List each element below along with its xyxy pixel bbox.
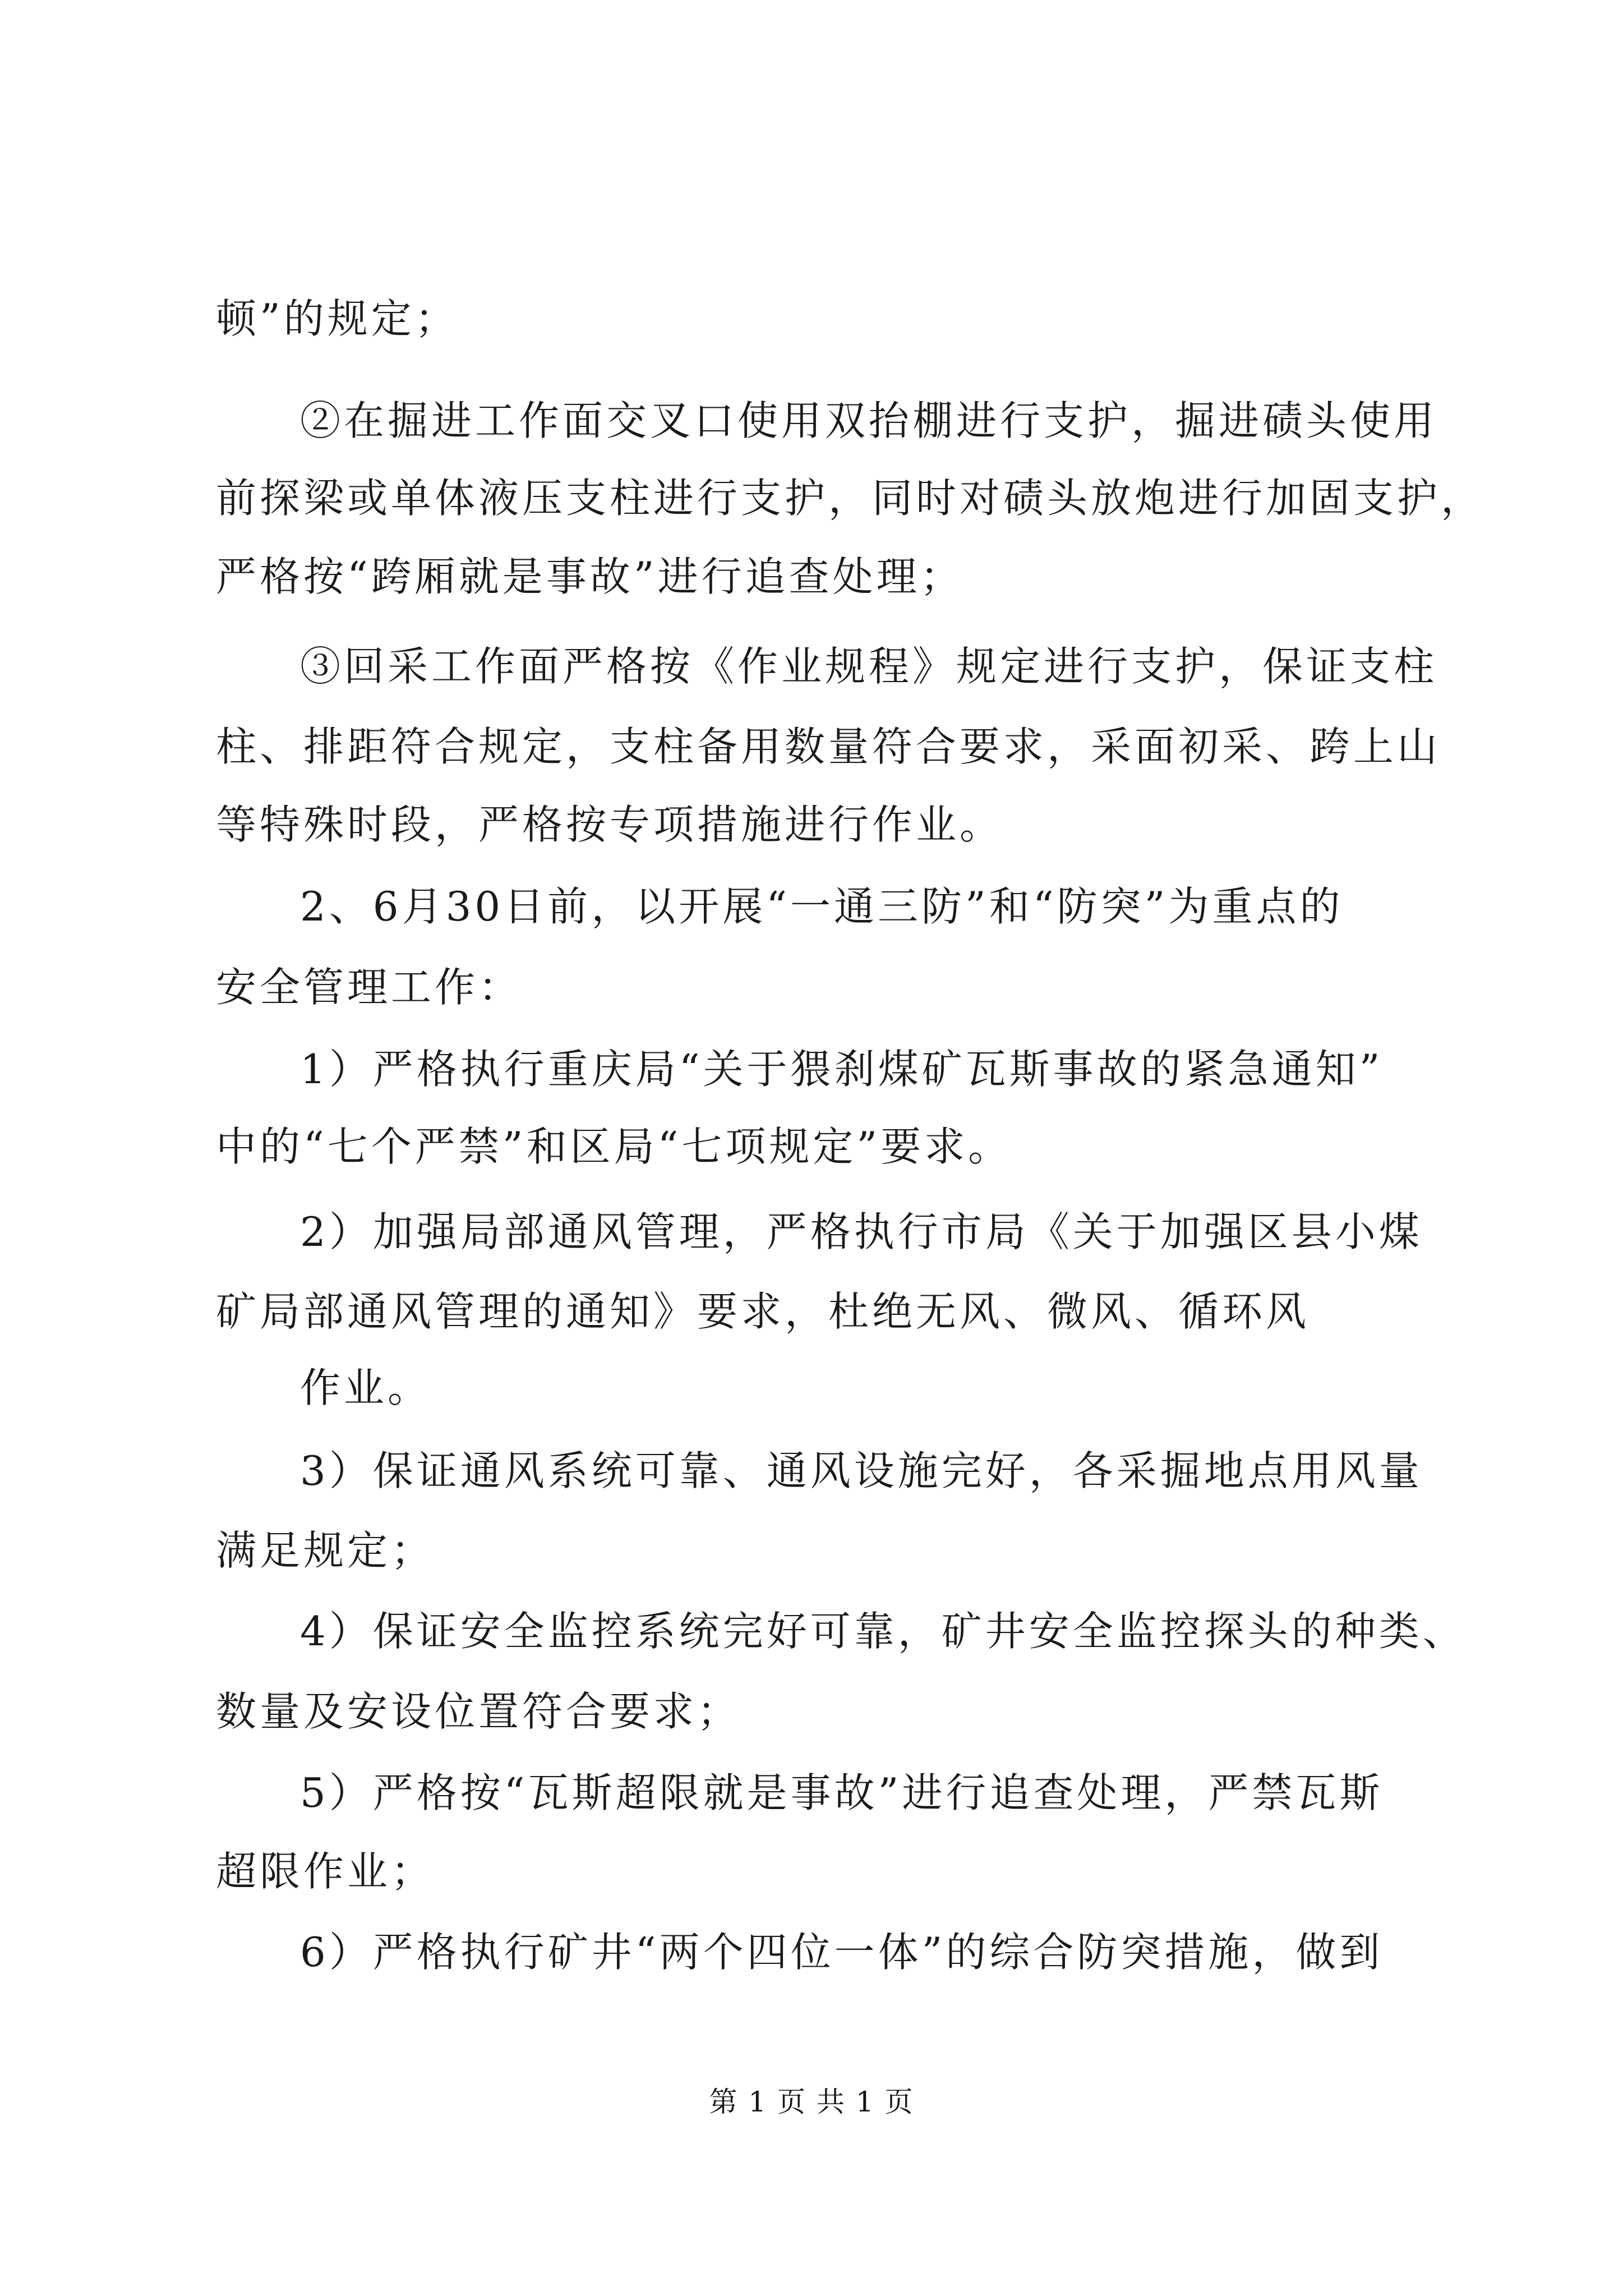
text-line: 2、6月30日前，以开展“一通三防”和“防突”为重点的 xyxy=(300,883,1344,930)
text-line: 严格按“跨厢就是事故”进行追查处理； xyxy=(216,553,964,600)
text-line: 数量及安设位置符合要求； xyxy=(216,1688,741,1735)
text-line: 超限作业； xyxy=(216,1848,435,1895)
text-line: 6）严格执行矿井“两个四位一体”的综合防突措施，做到 xyxy=(300,1929,1384,1976)
text-line: 矿局部通风管理的通知》要求，杜绝无风、微风、循环风 xyxy=(216,1288,1310,1335)
page-footer: 第 1 页 共 1 页 xyxy=(709,2086,914,2118)
text-line: 5）严格按“瓦斯超限就是事故”进行追查处理，严禁瓦斯 xyxy=(300,1769,1384,1816)
text-line: 满足规定； xyxy=(216,1527,435,1574)
text-line: 柱、排距符合规定，支柱备用数量符合要求，采面初采、跨上山 xyxy=(216,723,1441,770)
text-line: 安全管理工作： xyxy=(216,964,523,1011)
text-line: 前探梁或单体液压支柱进行支护，同时对碛头放炮进行加固支护， xyxy=(216,475,1485,522)
text-line: 3）保证通风系统可靠、通风设施完好，各采掘地点用风量 xyxy=(300,1447,1423,1494)
text-line: 作业。 xyxy=(300,1364,432,1411)
text-line: ③回采工作面严格按《作业规程》规定进行支护，保证支柱 xyxy=(300,643,1438,690)
text-line: 中的“七个严禁”和区局“七项规定”要求。 xyxy=(216,1123,1012,1170)
text-line: 4）保证安全监控系统完好可靠，矿井安全监控探头的种类、 xyxy=(300,1608,1467,1655)
text-line: 1）严格执行重庆局“关于猥刹煤矿瓦斯事故的紧急通知” xyxy=(300,1046,1384,1093)
text-line: 等特殊时段，严格按专项措施进行作业。 xyxy=(216,801,1004,848)
text-line: ②在掘进工作面交叉口使用双抬棚进行支护，掘进碛头使用 xyxy=(300,397,1438,444)
text-line: 2）加强局部通风管理，严格执行市局《关于加强区县小煤 xyxy=(300,1208,1423,1255)
text-line: 顿”的规定； xyxy=(216,295,459,342)
